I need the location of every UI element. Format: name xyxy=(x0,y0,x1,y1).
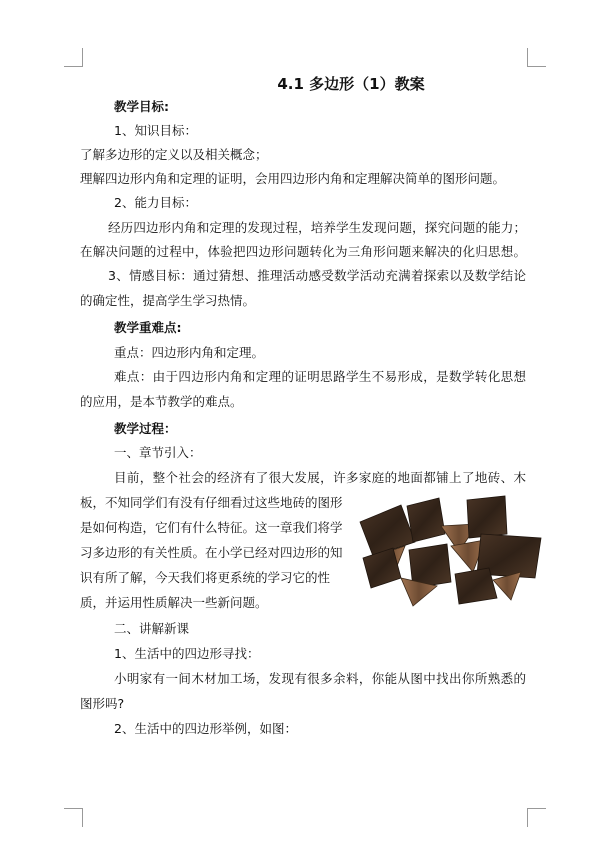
document-title: 4.1 多边形（1）教案 xyxy=(277,75,425,93)
example-heading: 2、生活中的四边形举例，如图： xyxy=(114,721,297,736)
keypoint-line: 重点：四边形内角和定理。 xyxy=(114,345,265,360)
tile-triangle-5 xyxy=(493,572,521,600)
tile-rect-2 xyxy=(455,568,497,604)
ability-line-1: 经历四边形内角和定理的发现过程，培养学生发现问题，探究问题的能力； xyxy=(108,220,526,235)
find-line-1: 小明家有一间木材加工场，发现有很多余料，你能从图中找出你所熟悉的 xyxy=(114,671,526,686)
find-heading: 1、生活中的四边形寻找： xyxy=(114,646,260,661)
ability-line-2: 在解决问题的过程中，体验把四边形问题转化为三角形问题来解决的化归思想。 xyxy=(80,244,526,259)
tile-square-2 xyxy=(407,498,445,542)
emotion-line-2: 的确定性，提高学生学习热情。 xyxy=(80,293,256,308)
difficulty-line-2: 的应用，是本节教学的难点。 xyxy=(80,394,243,409)
intro-line-1: 目前，整个社会的经济有了很大发展，许多家庭的地面都铺上了地砖、木 xyxy=(114,470,526,485)
crop-mark-top-left xyxy=(64,48,83,67)
knowledge-line-2: 理解四边形内角和定理的证明，会用四边形内角和定理解决简单的图形问题。 xyxy=(80,171,506,186)
crop-mark-bottom-right xyxy=(527,808,546,827)
knowledge-heading: 1、知识目标： xyxy=(114,123,197,138)
intro-line-5: 识有所了解，今天我们将更系统的学习它的性 xyxy=(80,570,331,585)
keypoints-heading: 教学重难点: xyxy=(114,320,182,335)
tile-square-3 xyxy=(467,496,507,538)
ability-heading: 2、能力目标： xyxy=(114,195,197,210)
goals-heading: 教学目标: xyxy=(114,99,169,114)
intro-line-4: 习多边形的有关性质。在小学已经对四边形的知 xyxy=(80,545,343,560)
wood-tiles-image xyxy=(355,490,545,610)
intro-line-3: 是如何构造，它们有什么特征。这一章我们将学 xyxy=(80,520,343,535)
knowledge-line-1: 了解多边形的定义以及相关概念； xyxy=(80,147,268,162)
find-line-2: 图形吗? xyxy=(80,696,125,711)
difficulty-line-1: 难点：由于四边形内角和定理的证明思路学生不易形成，是数学转化思想 xyxy=(114,369,526,384)
intro-line-6: 质，并运用性质解决一些新问题。 xyxy=(80,595,268,610)
crop-mark-bottom-left xyxy=(64,808,83,827)
tile-square-1 xyxy=(360,505,415,556)
process-heading: 教学过程： xyxy=(114,421,177,436)
new-lesson-heading: 二、讲解新课 xyxy=(114,621,190,636)
emotion-line-1: 3、情感目标：通过猜想、推理活动感受数学活动充满着探索以及数学结论 xyxy=(108,268,526,283)
crop-mark-top-right xyxy=(527,48,546,67)
intro-heading: 一、章节引入： xyxy=(114,445,202,460)
intro-line-2: 板，不知同学们有没有仔细看过这些地砖的图形 xyxy=(80,495,343,510)
